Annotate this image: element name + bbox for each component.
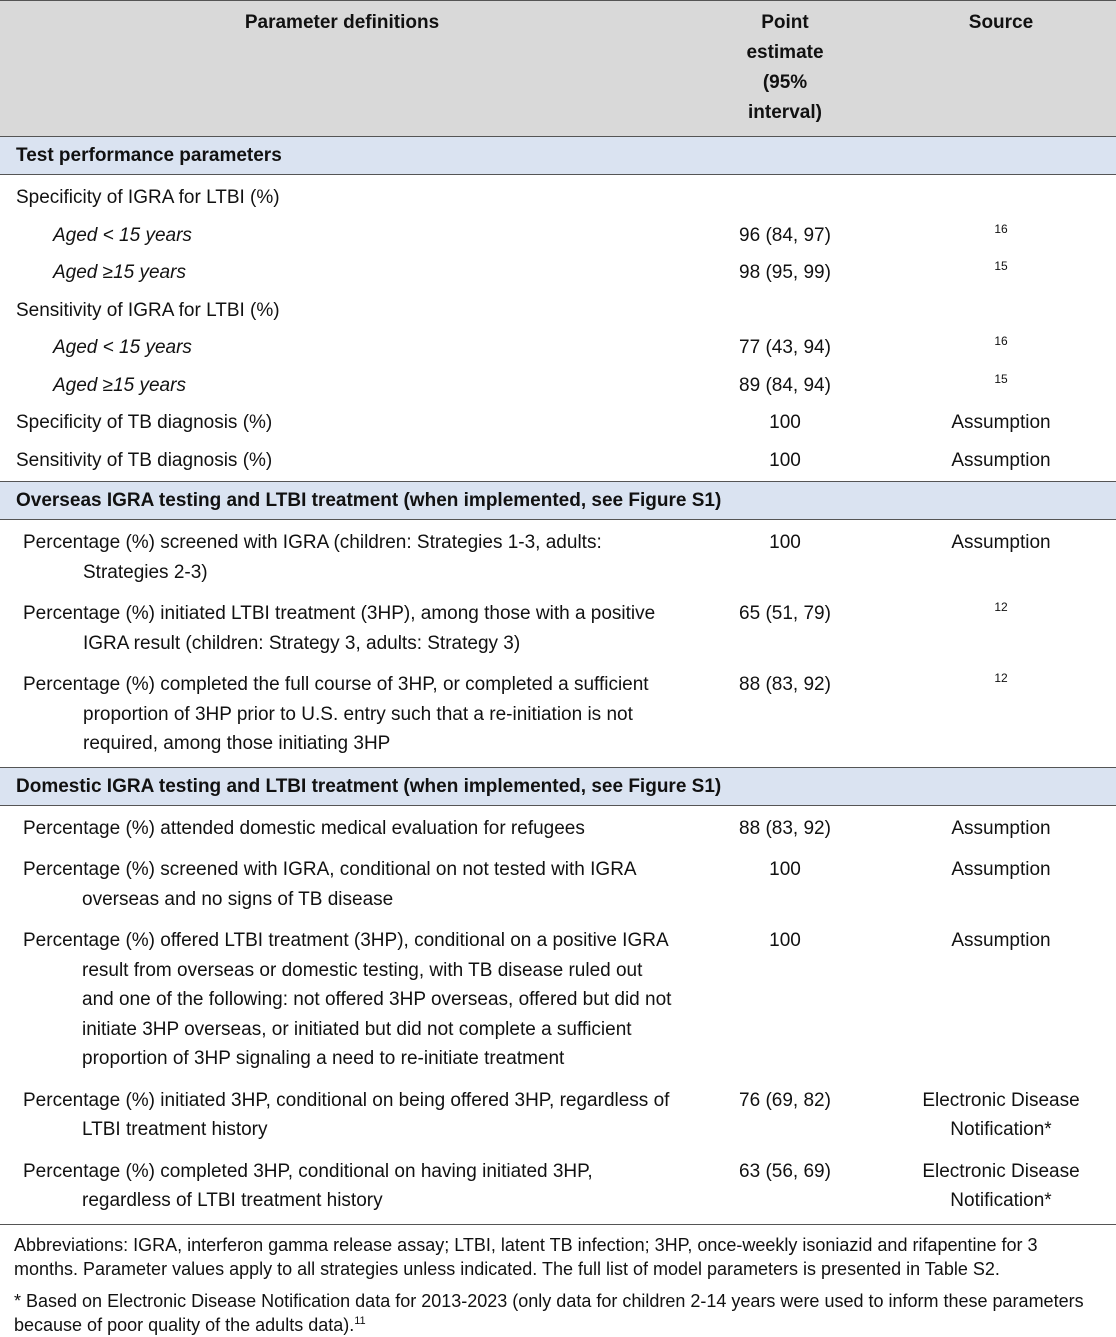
source-cell: Assumption <box>951 859 1051 880</box>
table-row <box>0 851 1116 922</box>
source-cell: Electronic Disease Notification* <box>922 1160 1080 1211</box>
section-title: Domestic IGRA testing and LTBI treatment (when implemented, see Figure S1) <box>0 767 1116 805</box>
section-header-row <box>0 767 1116 805</box>
table-row <box>0 922 1116 1082</box>
source-cell: 15 <box>994 259 1008 273</box>
parameter-label: Percentage (%) initiated 3HP, conditional on being offered 3HP, regardless of LTBI treatment history <box>23 1089 670 1140</box>
point-estimate: 76 (69, 82) <box>739 1089 831 1111</box>
header-source: Source <box>886 1 1116 137</box>
table-row <box>0 1082 1116 1153</box>
section-header-row <box>0 137 1116 175</box>
source-cell: Assumption <box>951 817 1051 839</box>
header-parameter-definitions: Parameter definitions <box>0 1 684 137</box>
point-estimate: 89 (84, 94) <box>739 374 831 396</box>
parameter-label: Percentage (%) completed the full course of 3HP, or completed a sufficient proportion of 3HP prior to U.S. entry such that a re-initiation is not required, among those initiating 3HP <box>23 674 649 754</box>
parameter-label: Sensitivity of IGRA for LTBI (%) <box>16 299 280 321</box>
table-row <box>0 367 1116 405</box>
table-row <box>0 175 1116 217</box>
point-estimate: 88 (83, 92) <box>739 674 831 695</box>
source-cell: Assumption <box>951 930 1051 951</box>
point-estimate <box>684 292 886 330</box>
table-row <box>0 254 1116 292</box>
parameter-label: Percentage (%) offered LTBI treatment (3HP), conditional on a positive IGRA result from overseas or domestic testing, with TB disease ruled out and one of the following: not offered 3HP overseas, offered but did not initiate 3HP overseas, or initiated but did not complete a sufficient proportion of 3HP signaling a need to re-initiate treatment <box>23 930 672 1069</box>
point-estimate: 88 (83, 92) <box>739 817 831 839</box>
parameter-label: Sensitivity of TB diagnosis (%) <box>16 449 273 471</box>
table-row <box>0 329 1116 367</box>
footnote-text: * Based on Electronic Disease Notification data for 2013-2023 (only data for children 2-14 years were used to inform these parameters because of poor quality of the adults data). <box>14 1290 1084 1335</box>
parameter-label: Percentage (%) screened with IGRA, conditional on not tested with IGRA overseas and no signs of TB disease <box>23 859 636 910</box>
source-cell: Assumption <box>951 449 1051 471</box>
header-point-estimate: Point estimate (95% interval) <box>684 1 886 137</box>
table-row <box>0 805 1116 851</box>
source-cell: 12 <box>994 671 1008 685</box>
table-row <box>0 442 1116 482</box>
table-row <box>0 1153 1116 1224</box>
point-estimate: 65 (51, 79) <box>739 603 831 624</box>
parameter-label: Specificity of IGRA for LTBI (%) <box>16 187 280 208</box>
table-row <box>0 217 1116 255</box>
parameter-label: Percentage (%) attended domestic medical evaluation for refugees <box>23 817 585 839</box>
table-row <box>0 404 1116 442</box>
table-row <box>0 666 1116 767</box>
point-estimate <box>684 175 886 217</box>
parameter-label: Aged < 15 years <box>53 224 192 246</box>
source-cell: Assumption <box>951 532 1051 553</box>
point-estimate: 100 <box>769 930 801 951</box>
point-estimate: 98 (95, 99) <box>739 262 831 283</box>
source-cell: Electronic Disease Notification* <box>922 1089 1080 1140</box>
parameter-label: Specificity of TB diagnosis (%) <box>16 412 273 433</box>
parameter-label: Percentage (%) screened with IGRA (children: Strategies 1-3, adults: Strategies 2-3) <box>23 532 602 583</box>
source-cell: 16 <box>994 334 1008 348</box>
point-estimate: 100 <box>769 449 801 471</box>
table-body <box>0 137 1116 1224</box>
parameter-label: Aged ≥15 years <box>53 374 186 396</box>
point-estimate: 100 <box>769 412 801 433</box>
point-estimate: 63 (56, 69) <box>739 1160 831 1182</box>
source-cell: Assumption <box>951 412 1051 433</box>
footnote <box>14 1289 1106 1337</box>
parameter-label: Aged ≥15 years <box>53 262 186 283</box>
source-cell <box>886 175 1116 217</box>
point-estimate: 77 (43, 94) <box>739 337 831 358</box>
source-cell: 16 <box>994 221 1008 236</box>
source-cell: 12 <box>994 600 1008 614</box>
source-cell <box>886 292 1116 330</box>
parameter-label: Percentage (%) initiated LTBI treatment (3HP), among those with a positive IGRA result (children: Strategy 3, adults: Strategy 3) <box>23 603 656 654</box>
table-row <box>0 292 1116 330</box>
table-row <box>0 520 1116 596</box>
parameter-label: Percentage (%) completed 3HP, conditional on having initiated 3HP, regardless of LTBI treatment history <box>23 1160 593 1211</box>
table-header-row <box>0 1 1116 137</box>
table-row <box>0 595 1116 666</box>
parameter-label: Aged < 15 years <box>53 337 192 358</box>
section-title: Test performance parameters <box>0 137 1116 175</box>
section-title: Overseas IGRA testing and LTBI treatment (when implemented, see Figure S1) <box>0 482 1116 520</box>
footnote-ref: 11 <box>354 1314 366 1327</box>
abbreviations-note: Abbreviations: IGRA, interferon gamma release assay; LTBI, latent TB infection; 3HP, once-weekly isoniazid and rifapentine for 3 months. Parameter values apply to all strategies unless indicated. The full list of model parameters is presented in Table S2. <box>14 1234 1038 1279</box>
source-cell: 15 <box>994 371 1008 386</box>
section-header-row <box>0 482 1116 520</box>
point-estimate: 100 <box>769 532 801 553</box>
point-estimate: 96 (84, 97) <box>739 224 831 246</box>
table-notes <box>0 1224 1116 1337</box>
point-estimate: 100 <box>769 859 801 880</box>
